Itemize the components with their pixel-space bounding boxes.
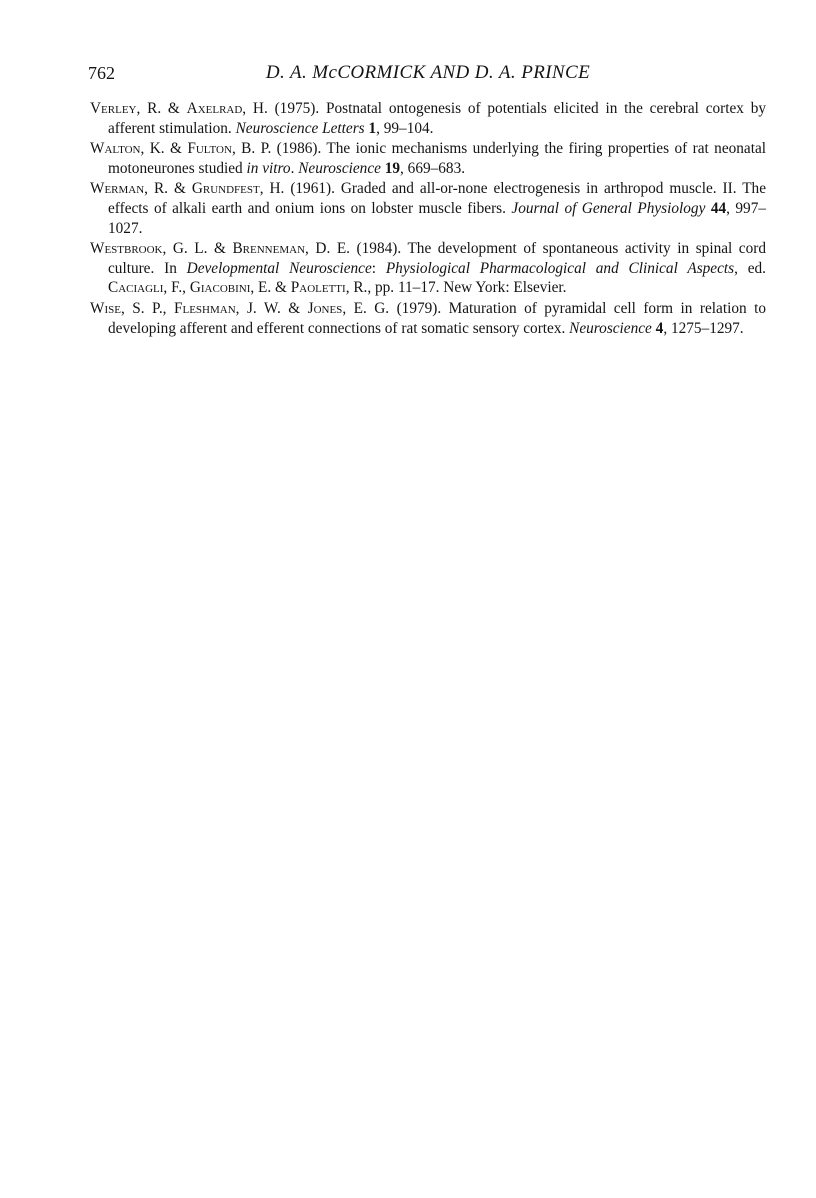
italic-text: Developmental Neuroscience	[186, 259, 372, 277]
reference-text: , H. (1975). Postnatal ontogenesis of potentials elicited in the cerebral cortex by afferent stimulation.	[108, 100, 766, 137]
reference-text: , D. E. (1984). The development of spontaneous activity in spinal cord culture. In	[108, 240, 766, 277]
reference-text: , B. P. (1986). The ionic mechanisms underlying the firing properties of rat neonatal motoneurones studied	[108, 140, 766, 177]
reference-westbrook	[90, 239, 766, 298]
reference-text: , R., pp. 11–17. New York: Elsevier.	[345, 279, 567, 297]
italic-text: Neuroscience Letters	[235, 119, 365, 137]
volume-number: 4	[655, 319, 664, 337]
author-name: Wise	[90, 299, 121, 317]
volume-number: 44	[710, 199, 727, 217]
reference-text: , G. L. &	[162, 240, 233, 258]
reference-text: , S. P.,	[120, 299, 174, 317]
reference-text: , ed.	[734, 259, 766, 277]
author-name: Brenneman	[232, 240, 306, 258]
author-name: Westbrook	[90, 240, 163, 258]
italic-text: Journal of General Physiology	[511, 199, 706, 217]
reference-text: , 99–104.	[376, 119, 434, 137]
reference-text: , 669–683.	[400, 159, 466, 177]
author-name: Caciagli	[108, 279, 164, 297]
author-name: Jones	[307, 299, 343, 317]
page-header	[88, 62, 768, 88]
reference-text: :	[371, 259, 386, 277]
volume-number: 19	[384, 159, 401, 177]
author-name: Verley	[90, 100, 137, 117]
author-name: Paoletti	[290, 279, 346, 297]
italic-text: Neuroscience	[298, 159, 381, 177]
italic-text: Neuroscience	[569, 319, 652, 337]
author-name: Giacobini	[189, 279, 251, 297]
reference-text: , H. (1961). Graded and all-or-none electrogenesis in arthropod muscle. II. The effects of alkali earth and onium ions on lobster muscle fibers.	[108, 180, 766, 217]
reference-text: , R. &	[144, 180, 192, 198]
reference-text: , E. &	[250, 279, 291, 297]
author-name: Werman	[90, 180, 145, 198]
italic-text: Physiological Pharmacological and Clinical Aspects	[385, 259, 735, 277]
reference-text: , R. &	[136, 100, 187, 117]
reference-text: , J. W. &	[235, 299, 308, 317]
author-name: Fleshman	[173, 299, 236, 317]
author-name: Grundfest	[191, 180, 260, 198]
author-name: Axelrad	[186, 100, 243, 117]
reference-text: , F.,	[163, 279, 190, 297]
reference-text: , K. &	[140, 140, 188, 158]
reference-werman	[90, 179, 766, 238]
volume-number: 1	[368, 119, 377, 137]
italic-text: in vitro	[246, 159, 291, 177]
reference-text: .	[290, 159, 299, 177]
author-name: Fulton	[187, 140, 232, 158]
reference-wise	[90, 299, 766, 338]
reference-list	[90, 99, 766, 339]
page-number: 762	[88, 63, 115, 83]
reference-text: , 997–1027.	[108, 199, 766, 237]
running-head: D. A. McCORMICK AND D. A. PRINCE	[265, 62, 591, 83]
reference-text: , E. G. (1979). Maturation of pyramidal cell form in relation to developing afferent and efferent connections of rat somatic sensory cortex.	[108, 299, 766, 337]
reference-text: , 1275–1297.	[663, 319, 744, 337]
reference-verley	[90, 99, 766, 138]
reference-walton	[90, 139, 766, 178]
author-name: Walton	[90, 140, 141, 158]
